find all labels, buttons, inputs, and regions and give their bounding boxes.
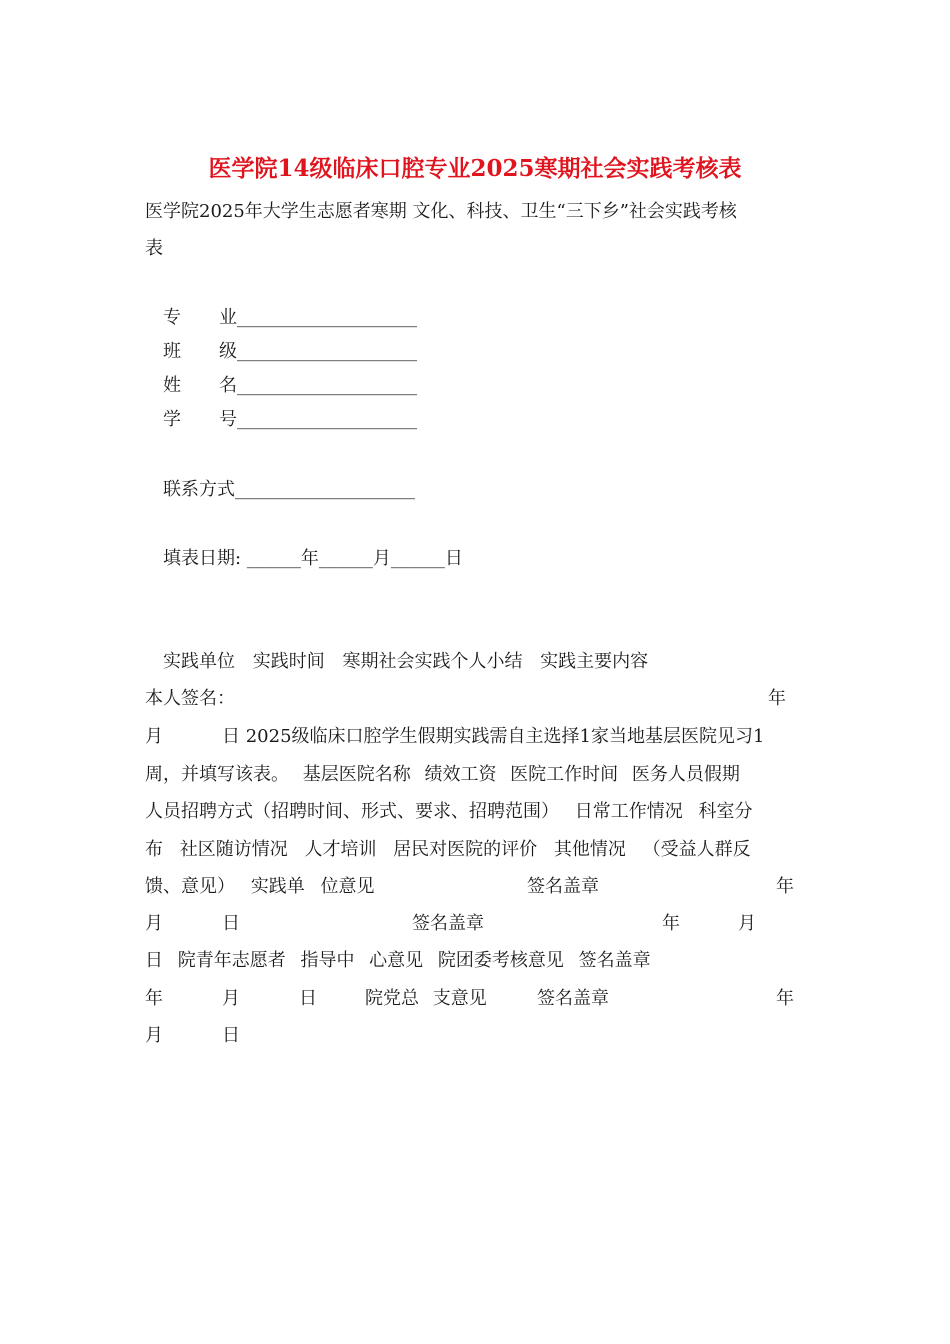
body-line-3-text: 日 2025级临床口腔学生假期实践需自主选择1家当地基层医院见习1 [222, 726, 765, 747]
body-line-9: 日 院青年志愿者 指导中 心意见 院团委考核意见 签名盖章 [145, 950, 651, 971]
field-student-id-char2: 号 [219, 409, 237, 430]
body-line-8-sign: 签名盖章 [412, 913, 484, 934]
field-contact-label: 联系方式 [163, 479, 235, 500]
body-signature-year: 年 [768, 688, 786, 709]
body-line-3-month: 月 [145, 726, 163, 747]
subtitle-line-2: 表 [145, 238, 163, 259]
body-line-8-month: 月 [145, 913, 163, 934]
field-date-label: 填表日期: [163, 548, 242, 569]
field-student-id [163, 408, 417, 432]
body-line-11-month: 月 [145, 1025, 163, 1046]
field-class-blank[interactable]: ____________________ [237, 341, 417, 362]
field-major-blank[interactable]: ____________________ [237, 307, 417, 328]
field-name-char1: 姓 [163, 375, 181, 396]
field-date-month-label: 月 [372, 548, 391, 569]
body-line-10-party: 院党总 支意见 [365, 988, 487, 1009]
body-line-4: 周，并填写该表。 基层医院名称 绩效工资 医院工作时间 医务人员假期 [145, 764, 740, 785]
field-date [163, 547, 463, 571]
field-date-day-label: 日 [444, 548, 463, 569]
body-line-10-year: 年 [145, 988, 163, 1009]
field-major-char1: 专 [163, 307, 181, 328]
subtitle-line-1: 医学院2025年大学生志愿者寒期 文化、科技、卫生“三下乡”社会实践考核 [145, 201, 737, 222]
field-date-day-blank[interactable]: ______ [390, 548, 445, 569]
body-line-7-sign: 签名盖章 [527, 876, 599, 897]
field-student-id-char1: 学 [163, 409, 181, 430]
body-line-1: 实践单位 实践时间 寒期社会实践个人小结 实践主要内容 [163, 651, 649, 672]
body-line-8-month2: 月 [738, 913, 756, 934]
body-line-7-text: 馈、意见） 实践单 位意见 [145, 876, 375, 897]
field-name-blank[interactable]: ____________________ [237, 375, 417, 396]
body-signature-label: 本人签名： [145, 688, 235, 709]
body-line-5: 人员招聘方式（招聘时间、形式、要求、招聘范围） 日常工作情况 科室分 [145, 801, 753, 822]
body-line-10-year2: 年 [776, 988, 794, 1009]
field-name [163, 374, 417, 398]
field-date-year-blank[interactable]: ______ [246, 548, 301, 569]
body-line-10-day: 日 [299, 988, 317, 1009]
field-class-char2: 级 [219, 341, 237, 362]
field-contact [163, 478, 415, 502]
body-line-11-day: 日 [222, 1025, 240, 1046]
body-line-7-year: 年 [776, 876, 794, 897]
field-major [163, 306, 417, 330]
field-student-id-blank[interactable]: ____________________ [237, 409, 417, 430]
field-date-year-label: 年 [300, 548, 319, 569]
body-line-10-sign: 签名盖章 [537, 988, 609, 1009]
field-name-char2: 名 [219, 375, 237, 396]
field-date-month-blank[interactable]: ______ [318, 548, 373, 569]
document-title: 医学院14级临床口腔专业2025寒期社会实践考核表 [208, 155, 742, 182]
body-line-8-year: 年 [662, 913, 680, 934]
body-line-8-day: 日 [222, 913, 240, 934]
field-contact-blank[interactable]: ____________________ [235, 479, 415, 500]
body-line-6: 布 社区随访情况 人才培训 居民对医院的评价 其他情况 （受益人群反 [145, 839, 751, 860]
field-major-char2: 业 [219, 307, 237, 328]
body-line-10-month: 月 [222, 988, 240, 1009]
field-class-char1: 班 [163, 341, 181, 362]
field-class [163, 340, 417, 364]
